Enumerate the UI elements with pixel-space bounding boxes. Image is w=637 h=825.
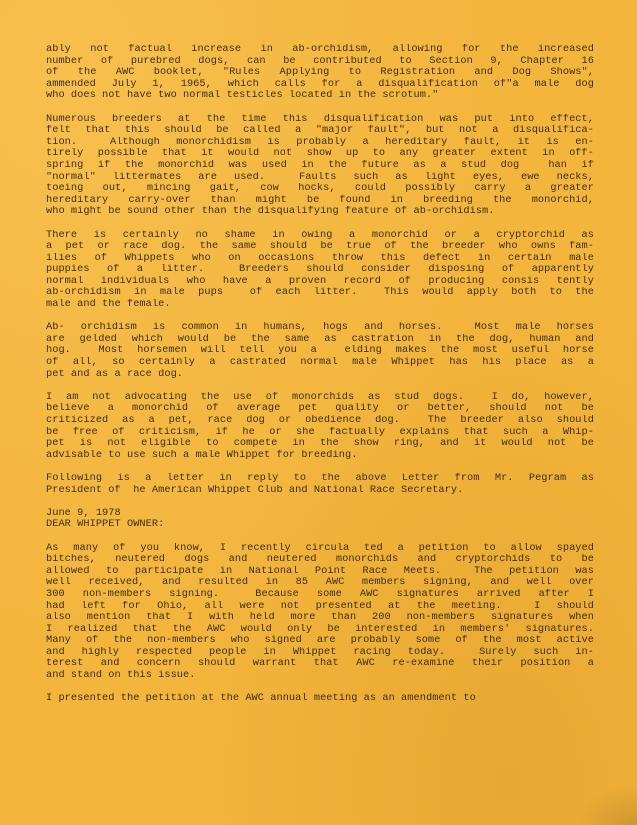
text-line: well received, and resulted in 85 AWC members signing, and well over bbox=[46, 577, 594, 589]
text-line: had left for Ohio, all were not presented at the meeting. I should bbox=[46, 600, 594, 612]
paragraph-6 bbox=[46, 473, 594, 496]
text-line: criticized as a pet, race dog or obedience dog. The breeder also should bbox=[46, 415, 594, 426]
text-line: ab-orchidism in male pups of each litter. This would apply both to the bbox=[46, 287, 594, 299]
text-line: a pet or race dog. the same should be true of the breeder who owns fam- bbox=[46, 241, 594, 253]
text-line: number of purebred dogs, can be contributed to Section 9, Chapter 16 bbox=[46, 55, 594, 67]
text-line: Following is a letter in reply to the above Letter from Mr. Pegram as bbox=[46, 472, 594, 484]
paper-corner-smudge bbox=[577, 785, 637, 825]
paragraph-10 bbox=[46, 693, 594, 705]
text-line: believe a monorchid of average pet quality or better, should not be bbox=[46, 403, 594, 415]
text-line: "normal" littermates are used. Faults such as light eyes, ewe necks, bbox=[46, 171, 594, 183]
text-line: 300 non-members signing. Because some AWC signatures arrived after I bbox=[46, 588, 594, 600]
typed-letter-body bbox=[46, 44, 594, 716]
paragraph-7 bbox=[46, 508, 594, 520]
text-line: I realized that the AWC would only be interested in members' signatures. bbox=[46, 623, 594, 635]
text-line: Many of the non-members who signed are probably some of the most active bbox=[46, 635, 594, 647]
text-line: also mention that I with held more than 200 non-members signatures when bbox=[46, 612, 594, 624]
text-line: spring if the monorchid was used in the future as a stud dog han if bbox=[46, 159, 594, 171]
text-line: terest and concern should warrant that AWC re-examine their position a bbox=[46, 658, 594, 670]
text-line: I am not advocating the use of monorchids as stud dogs. I do, however, bbox=[46, 391, 594, 403]
text-line: of the AWC booklet, "Rules Applying to Registration and Dog Shows", bbox=[46, 67, 594, 79]
text-line: allowed to participate in National Point Race Meets. The petition was bbox=[46, 565, 594, 577]
text-line: hog. Most horsemen will tell you a elding makes the most useful horse bbox=[46, 345, 594, 357]
text-line: male and the female. bbox=[46, 299, 171, 311]
paragraph-8 bbox=[46, 519, 594, 531]
text-line: Ab- orchidism is common in humans, hogs and horses. Most male horses bbox=[46, 322, 594, 334]
text-line: As many of you know, I recently circula ted a petition to allow spayed bbox=[46, 542, 594, 554]
text-line: and highly respected people in Whippet racing today. Surely such in- bbox=[46, 646, 594, 658]
text-line: advisable to use such a male Whippet for breeding. bbox=[46, 449, 358, 461]
paragraph-1 bbox=[46, 44, 594, 102]
text-line: toeing out, mincing gait, cow hocks, could possibly carry a greater bbox=[46, 183, 594, 195]
text-line: There is certainly no shame in owing a monorchid or a cryptorchid as bbox=[46, 229, 594, 241]
paragraph-4 bbox=[46, 322, 594, 380]
paragraph-5 bbox=[46, 392, 594, 462]
text-line: felt that this should be called a "major fault", but not a disqualifica- bbox=[46, 125, 594, 137]
text-line: June 9, 1978 bbox=[46, 507, 121, 519]
text-line: pet and as a race dog. bbox=[46, 368, 184, 380]
text-line: puppies of a litter. Breeders should consider disposing of apparently bbox=[46, 264, 594, 276]
text-line: of all, so certainly a castrated normal male Whippet has his place as a bbox=[46, 357, 594, 369]
paragraph-9 bbox=[46, 543, 594, 682]
text-line: ilies of Whippets who on occasions throw this defect in certain male bbox=[46, 252, 594, 264]
paragraph-2 bbox=[46, 114, 594, 218]
text-line: pet is not eligible to compete in the show ring, and it would not be bbox=[46, 438, 594, 450]
text-line: and stand on this issue. bbox=[46, 670, 196, 682]
text-line: hereditary carry-over than might be found in breeding the monorchid, bbox=[46, 194, 594, 206]
text-line: tirely possible that it would not show up to any greater extent in off- bbox=[46, 148, 594, 160]
text-line: I presented the petition at the AWC annual meeting as an amendment to bbox=[46, 693, 476, 705]
text-line: who might be sound other than the disqualifying feature of ab-orchidism. bbox=[46, 206, 495, 218]
text-line: bitches, neutered dogs and neutered monorchids and cryptorchids to be bbox=[46, 554, 594, 566]
text-line: ammended July 1, 1965, which calls for a disqualification of"a male dog bbox=[46, 78, 594, 90]
text-line: who does not have two normal testicles located in the scrotum." bbox=[46, 90, 439, 102]
text-line: are gelded which would be the same as castration in the dog, human and bbox=[46, 333, 594, 345]
text-line: President of he American Whippet Club and National Race Secretary. bbox=[46, 484, 464, 496]
text-line: be free of criticism, if he or she factually explains that such a Whip- bbox=[46, 426, 594, 438]
text-line: normal individuals who have a proven record of producing consis tently bbox=[46, 275, 594, 287]
text-line: DEAR WHIPPET OWNER: bbox=[46, 519, 165, 531]
text-line: Numerous breeders at the time this disqualification was put into effect, bbox=[46, 113, 594, 125]
text-line: tion. Although monorchidism is probably a hereditary fault, it is en- bbox=[46, 136, 594, 148]
text-line: ably not factual increase in ab-orchidism, allowing for the increased bbox=[46, 44, 594, 55]
paragraph-3 bbox=[46, 230, 594, 311]
